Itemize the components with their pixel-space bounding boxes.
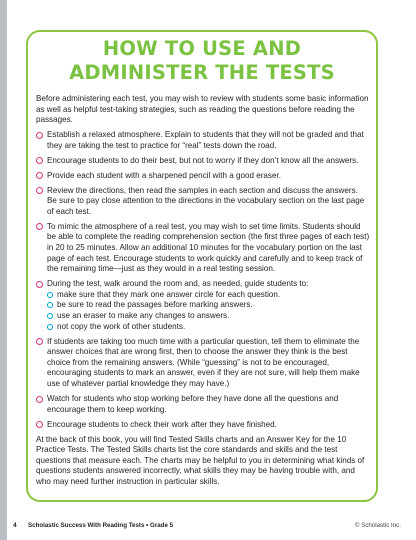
list-item-text: Review the directions, then read the samples in each section and discuss the answers. Be sure to pay close attention to the directions in the vocabulary section on the last page of each test. [47, 185, 365, 216]
list-item [36, 222, 370, 275]
list-item [36, 130, 370, 151]
page-number: 4 [13, 522, 17, 529]
list-item [36, 420, 370, 431]
bullet-dot-icon [36, 172, 43, 179]
sub-bullet-dot-icon [47, 302, 53, 308]
list-item-text: During the test, walk around the room and, as needed, guide students to: [47, 279, 309, 289]
sublist-item-text: not copy the work of other students. [57, 321, 186, 331]
list-item-text: Establish a relaxed atmosphere. Explain to students that they will not be graded and that they are taking the test to practice for “real” tests down the road. [47, 130, 364, 150]
sub-bullet-dot-icon [47, 324, 53, 330]
closing-paragraph: At the back of this book, you will find Tested Skills charts and an Answer Key for the 10 Practice Tests. The Tested Skills charts list the core standards and skills and the test questions that measure each. The charts may be helpful to you in determining what kinds of questions students answered incorrectly, what skills they may be having trouble with, and who may need further instruction in particular skills. [36, 434, 365, 486]
page-title-line-2: ADMINISTER THE TESTS [69, 61, 335, 84]
bullet-dot-icon [36, 223, 43, 230]
list-item [36, 156, 370, 167]
bullet-dot-icon [36, 157, 43, 164]
sublist-item [47, 311, 370, 322]
list-item-text: To mimic the atmosphere of a real test, you may wish to set time limits. Students should be able to complete the reading comprehension section (the first three pages of each test) in 20 to 25 minutes. Allow an additional 10 minutes for the vocabulary portion on the last page of each test. Encourage students to work quickly and carefully and to keep track of the remaining time—just as they would in a real testing session. [47, 221, 370, 274]
list-item-walk-around [36, 279, 370, 332]
guide-sublist [47, 290, 370, 332]
list-item-text: If students are taking too much time with a particular question, tell them to eliminate the answer choices that are wrong first, then to choose the answer they think is the best choice from the remaining answers. (While “guessing” is not to be encouraged, encouraging students to mark an answer, even if they are not sure, will help them make use of whatever partial knowledge they may have.) [47, 336, 360, 388]
instructions-body [36, 94, 370, 492]
sub-bullet-dot-icon [47, 292, 53, 298]
sublist-item [47, 322, 370, 333]
list-item [36, 337, 370, 390]
sublist-item-text: be sure to read the passages before marking answers. [57, 300, 253, 310]
list-item-text: Encourage students to do their best, but not to worry if they don’t know all the answers. [47, 155, 359, 165]
intro-paragraph: Before administering each test, you may wish to review with students some basic information as well as helpful test-taking strategies, such as reading the questions before reading the passages. [36, 94, 369, 125]
sublist-item [47, 290, 370, 301]
list-item [36, 394, 370, 415]
page-footer [0, 519, 416, 533]
list-item [36, 186, 370, 218]
left-page-gutter [0, 0, 7, 540]
bullet-dot-icon [36, 396, 43, 403]
sublist-item-text: use an eraser to make any changes to answers. [57, 311, 230, 321]
book-title: Scholastic Success With Reading Tests • Grade 5 [28, 522, 174, 529]
bullet-dot-icon [36, 421, 43, 428]
list-item [36, 171, 370, 182]
bullet-dot-icon [36, 187, 43, 194]
page-title [26, 37, 378, 85]
list-item-text: Provide each student with a sharpened pencil with a good eraser. [47, 170, 281, 180]
copyright-notice: © Scholastic Inc. [354, 522, 401, 529]
sublist-item-text: make sure that they mark one answer circle for each question. [57, 289, 281, 299]
bullet-dot-icon [36, 281, 43, 288]
list-item-text: Encourage students to check their work after they have finished. [47, 419, 277, 429]
list-item-text: Watch for students who stop working before they have done all the questions and encourage them to keep working. [47, 393, 339, 414]
instruction-list [36, 130, 370, 430]
sublist-item [47, 300, 370, 311]
bullet-dot-icon [36, 338, 43, 345]
bullet-dot-icon [36, 132, 43, 139]
page-title-line-1: HOW TO USE AND [102, 37, 302, 60]
sub-bullet-dot-icon [47, 313, 53, 319]
